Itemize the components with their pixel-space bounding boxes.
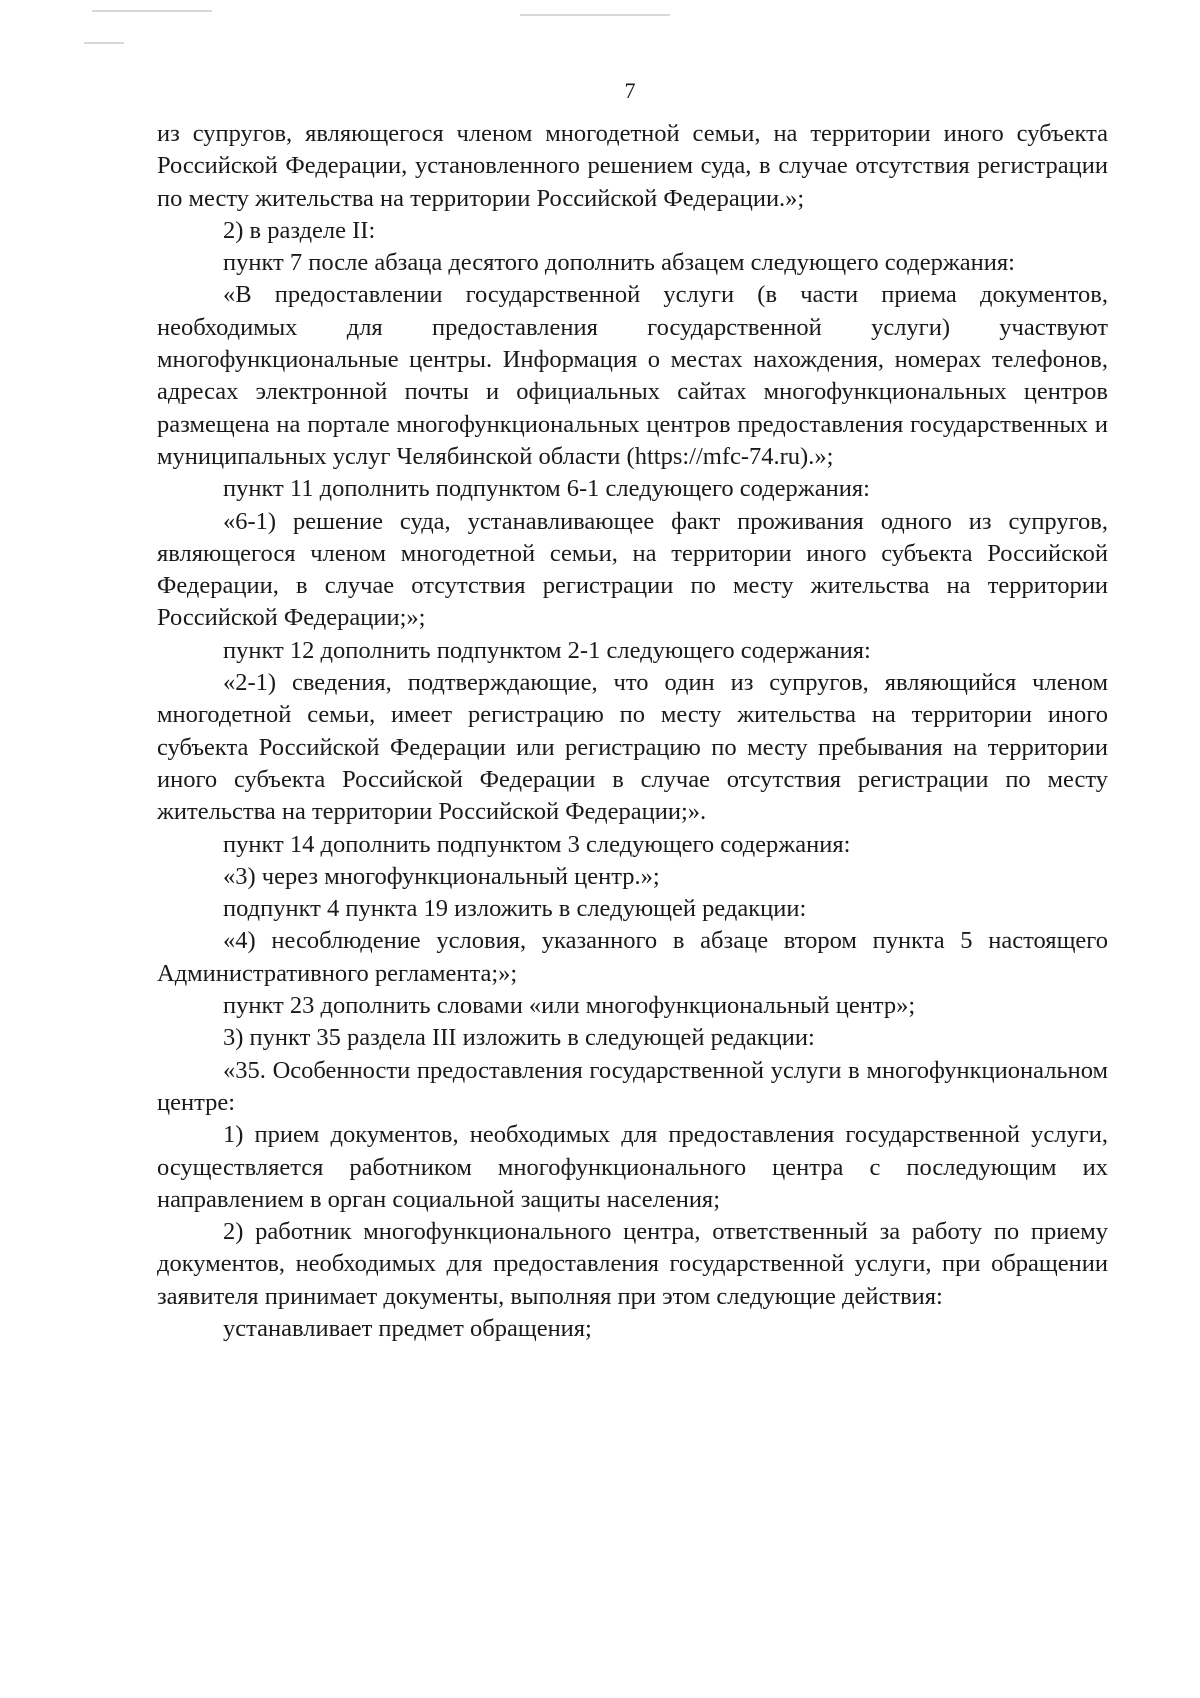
paragraph: «6-1) решение суда, устанавливающее факт проживания одного из супругов, являющегося членом многодетной семьи, на территории иного субъекта Российской Федерации, в случае отсутствия регистрации по месту жительства на территории Российской Федерации;»; xyxy=(157,507,1108,632)
paragraph: устанавливает предмет обращения; xyxy=(223,1314,592,1342)
scan-artifact xyxy=(92,10,212,12)
paragraph: 2) в разделе II: xyxy=(223,216,376,244)
scan-artifact xyxy=(84,42,124,44)
paragraph: 3) пункт 35 раздела III изложить в следующей редакции: xyxy=(223,1024,815,1052)
paragraph: «4) несоблюдение условия, указанного в абзаце втором пункта 5 настоящего Административного регламента;»; xyxy=(157,927,1108,987)
paragraph: «35. Особенности предоставления государственной услуги в многофункциональном центре: xyxy=(157,1056,1108,1116)
paragraph: «2-1) сведения, подтверждающие, что один из супругов, являющийся членом многодетной семьи, имеет регистрацию по месту жительства на территории иного субъекта Российской Федерации или регистрацию по месту пребывания на территории иного субъекта Российской Федерации в случае отсутствия регистрации по месту жительства на территории Российской Федерации;». xyxy=(157,669,1108,826)
paragraph: «В предоставлении государственной услуги (в части приема документов, необходимых для предоставления государственной услуги) участвуют многофункциональные центры. Информация о местах нахождения, номерах телефонов, адресах электронной почты и официальных сайтах многофункциональных центров размещена на портале многофункциональных центров предоставления государственных и муниципальных услуг Челябинской области (https://mfc-74.ru).»; xyxy=(157,281,1108,470)
paragraph: 2) работник многофункционального центра, ответственный за работу по приему документов, необходимых для предоставления государственной услуги, при обращении заявителя принимает документы, выполняя при этом следующие действия: xyxy=(157,1218,1108,1310)
paragraph: пункт 14 дополнить подпунктом 3 следующего содержания: xyxy=(223,830,851,858)
paragraph: 1) прием документов, необходимых для предоставления государственной услуги, осуществляется работником многофункционального центра с последующим их направлением в орган социальной защиты населения; xyxy=(157,1121,1108,1213)
paragraph: «3) через многофункциональный центр.»; xyxy=(223,862,660,890)
scan-artifact xyxy=(520,14,670,16)
paragraph: пункт 7 после абзаца десятого дополнить абзацем следующего содержания: xyxy=(223,249,1015,277)
paragraph: из супругов, являющегося членом многодетной семьи, на территории иного субъекта Российской Федерации, установленного решением суда, в случае отсутствия регистрации по месту жительства на территории Российской Федерации.»; xyxy=(157,120,1108,212)
page-number: 7 xyxy=(624,78,636,103)
paragraph: пункт 23 дополнить словами «или многофункциональный центр»; xyxy=(223,992,916,1020)
paragraph: пункт 12 дополнить подпунктом 2-1 следующего содержания: xyxy=(223,636,871,664)
paragraph: подпункт 4 пункта 19 изложить в следующей редакции: xyxy=(223,895,807,923)
paragraph: пункт 11 дополнить подпунктом 6-1 следующего содержания: xyxy=(223,475,870,503)
document-body xyxy=(157,118,1108,1345)
